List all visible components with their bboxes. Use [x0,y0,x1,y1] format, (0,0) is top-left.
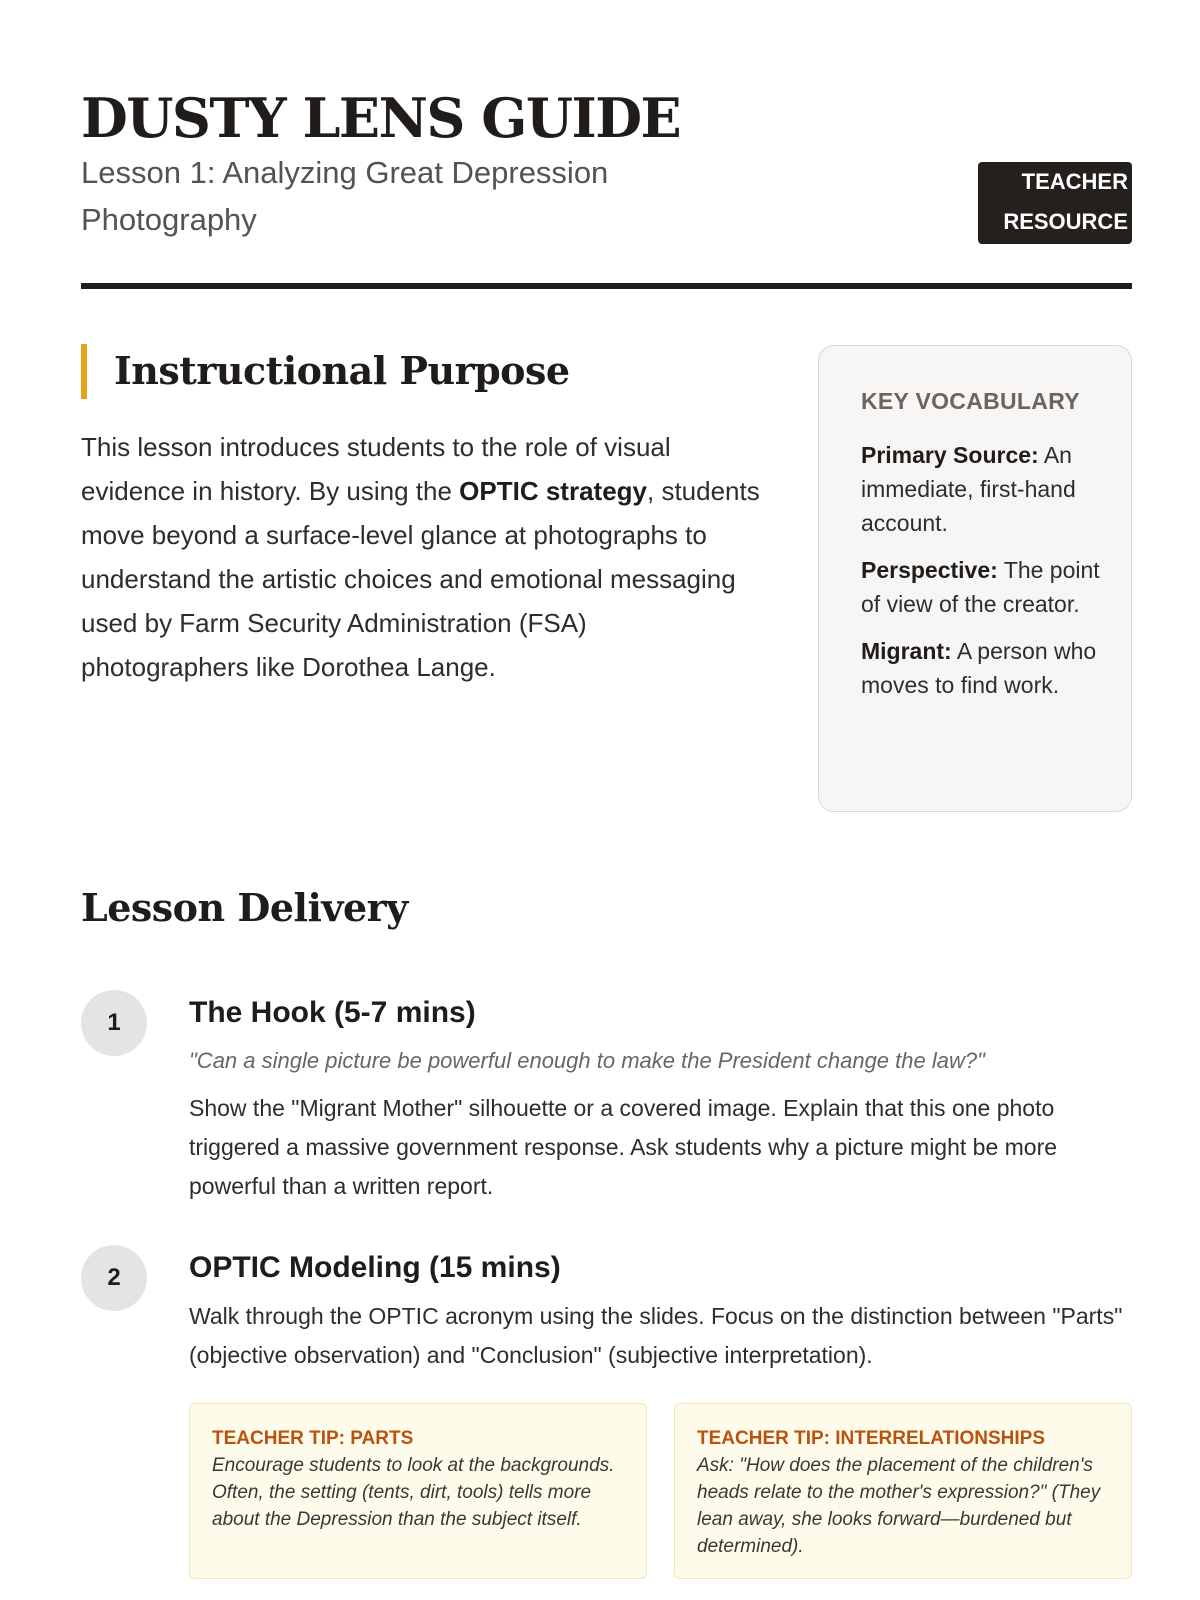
vocabulary-item [861,438,1101,540]
section-accent-bar [81,344,87,399]
vocabulary-item [861,634,1101,702]
purpose-text-end: , students move beyond a surface-level glance at photographs to understand the artistic choices and emotional messaging used by Farm Security Administration (FSA) photographers like Dorothea Lange. [81,476,760,682]
lesson-subtitle: Lesson 1: Analyzing Great Depression Photography [81,155,609,237]
teacher-tip-card [189,1403,647,1579]
vocabulary-term: Perspective: [861,557,998,583]
vocabulary-list [861,438,1101,715]
brand-title: DUSTY LENS GUIDE [81,86,681,150]
step-description: Walk through the OPTIC acronym using the slides. Focus on the distinction between "Parts" (objective observation) and "Conclusion" (subjective interpretation). [189,1303,1123,1368]
delivery-heading: Lesson Delivery [81,885,408,930]
lesson-guide-page [81,0,1132,1600]
step-number-badge: 1 [81,990,147,1056]
vocabulary-heading: KEY VOCABULARY [861,388,1080,414]
purpose-paragraph [81,425,761,689]
vocabulary-definition: An immediate, first-hand account. [861,442,1076,536]
vocabulary-term: Migrant: [861,638,952,664]
tip-text: Encourage students to look at the backgrounds. Often, the setting (tents, dirt, tools) tells more about the Depression than the subject itself. [212,1455,615,1530]
step-title: The Hook (5-7 mins) [189,996,476,1029]
vocabulary-definition: A person who moves to find work. [861,638,1097,698]
tip-label: TEACHER TIP: INTERRELATIONSHIPS [697,1428,1045,1449]
purpose-text-bold: OPTIC strategy [459,476,647,506]
purpose-text-start: This lesson introduces students to the role of visual evidence in history. By using the [81,432,671,506]
teacher-resource-badge [978,162,1132,244]
step-quote: "Can a single picture be powerful enough to make the President change the law?" [189,1048,985,1073]
purpose-heading: Instructional Purpose [114,348,570,393]
teacher-tip-card [674,1403,1132,1579]
step-title: OPTIC Modeling (15 mins) [189,1251,561,1284]
key-vocabulary-card [818,345,1132,812]
tip-label: TEACHER TIP: PARTS [212,1428,414,1449]
header-divider [81,283,1132,289]
step-description: Show the "Migrant Mother" silhouette or a covered image. Explain that this one photo triggered a massive government response. Ask students why a picture might be more powerful than a written report. [189,1095,1058,1199]
badge-line-2: RESOURCE [1003,209,1128,234]
vocabulary-item [861,553,1101,621]
tip-text: Ask: "How does the placement of the children's heads relate to the mother's expression?" (They lean away, she looks forward—burdened but determined). [697,1455,1101,1557]
step-number-badge: 2 [81,1245,147,1311]
vocabulary-term: Primary Source: [861,442,1039,468]
badge-line-1: TEACHER [1021,169,1128,194]
vocabulary-definition: The point of view of the creator. [861,557,1100,617]
